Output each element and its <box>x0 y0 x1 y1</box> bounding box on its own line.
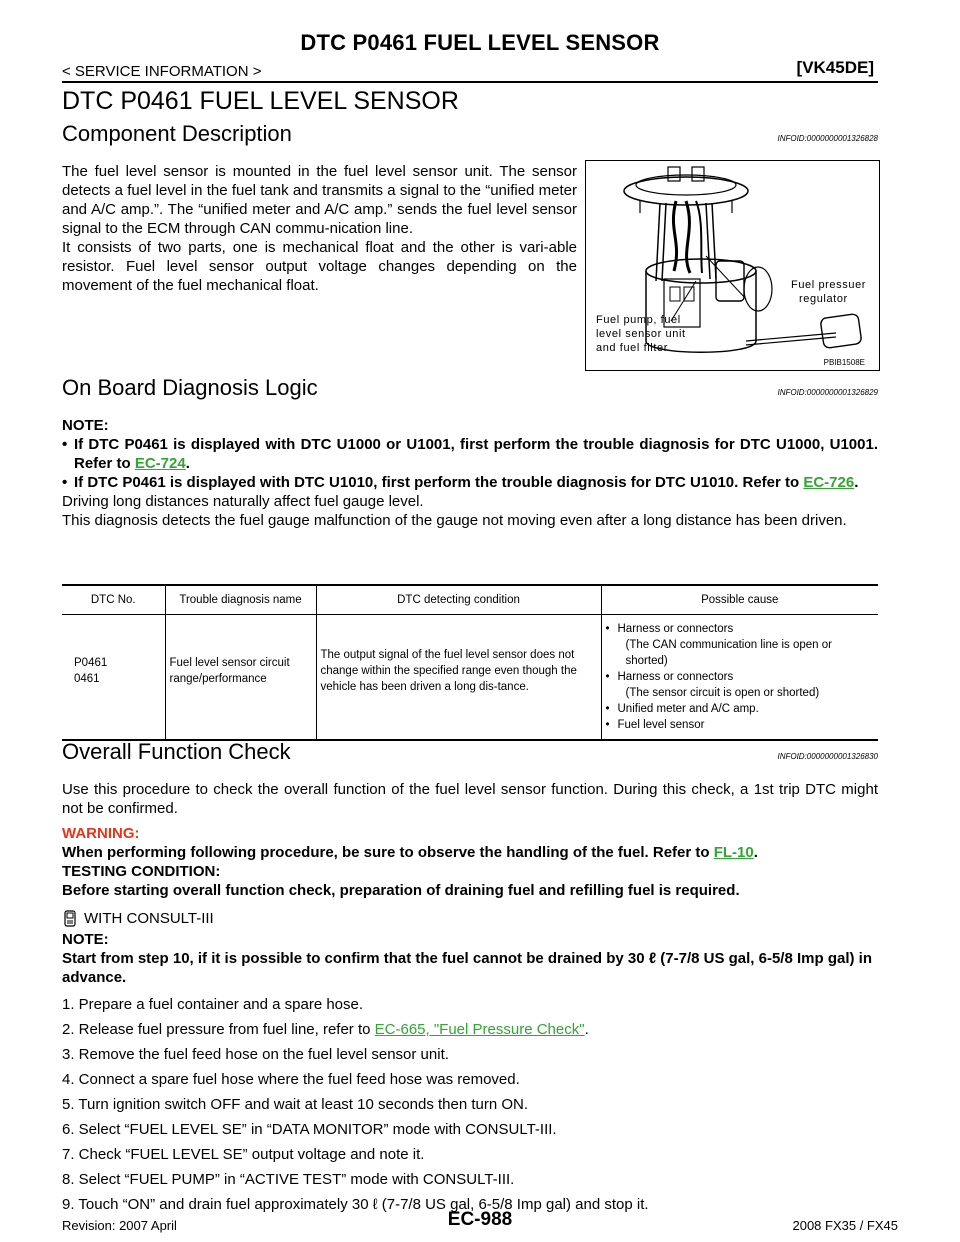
paragraph: The fuel level sensor is mounted in the fuel level sensor unit. The sensor detects a fuel level in the fuel tank and transmits a signal to the “unified meter and A/C amp.”. The “unified meter and A/C amp.” sends the fuel level sensor signal to the ECM through CAN commu-nication line. <box>62 163 577 237</box>
column-header: Trouble diagnosis name <box>165 585 316 615</box>
list-item: • Fuel level sensor <box>605 719 705 731</box>
footer-revision: Revision: 2007 April <box>62 1218 177 1233</box>
paragraph: Driving long distances naturally affect fuel gauge level. <box>62 493 424 510</box>
paragraph: Use this procedure to check the overall function of the fuel level sensor function. During this check, a 1st trip DTC might not be confirmed. <box>62 781 878 817</box>
bullet-icon: • <box>605 719 610 731</box>
footer-page-number: EC-988 <box>447 1209 513 1230</box>
section-component-description <box>62 121 878 147</box>
cell-dtc-no: P0461 0461 <box>62 615 165 741</box>
link-ec-665[interactable]: EC-665, "Fuel Pressure Check" <box>374 1021 585 1038</box>
list-item: 2. Release fuel pressure from fuel line, refer to EC-665, "Fuel Pressure Check". <box>62 1021 589 1038</box>
consult-label: WITH CONSULT-III <box>84 910 214 927</box>
link-ec-726[interactable]: EC-726 <box>803 474 855 491</box>
overall-function-text <box>62 780 878 1220</box>
list-item: • Harness or connectors <box>605 671 734 683</box>
procedure-steps <box>62 995 878 1214</box>
list-item: (The CAN communication line is open or shorted) <box>625 639 832 667</box>
info-id: INFOID:0000000001326828 <box>777 134 878 143</box>
figure-label-pump: Fuel pump, fuel level sensor unit and fuel filter <box>596 314 686 354</box>
component-description-text <box>62 162 577 295</box>
engine-code: [VK45DE] <box>796 58 874 77</box>
diagnosis-logic-text <box>62 416 878 530</box>
column-header: DTC No. <box>62 585 165 615</box>
list-item: 4. Connect a spare fuel hose where the fuel feed hose was removed. <box>62 1071 520 1088</box>
table-header-row <box>62 585 878 615</box>
section-title: Overall Function Check <box>62 739 291 764</box>
link-ec-724[interactable]: EC-724 <box>134 455 186 472</box>
cell-diag-name: Fuel level sensor circuit range/performance <box>165 615 316 741</box>
consult-icon <box>62 910 78 928</box>
testing-condition-text: Before starting overall function check, preparation of draining fuel and refilling fuel is required. <box>62 882 740 899</box>
note-label: NOTE: <box>62 417 109 434</box>
section-title: Component Description <box>62 121 292 146</box>
list-item: 1. Prepare a fuel container and a spare hose. <box>62 996 364 1013</box>
paragraph: This diagnosis detects the fuel gauge malfunction of the gauge not moving even after a long distance has been driven. <box>62 512 847 529</box>
bullet-icon: • <box>62 474 68 491</box>
list-item: 8. Select “FUEL PUMP” in “ACTIVE TEST” mode with CONSULT-III. <box>62 1171 515 1188</box>
warning-label: WARNING: <box>62 825 140 842</box>
list-item: • Unified meter and A/C amp. <box>605 703 759 715</box>
list-item: • Harness or connectors <box>605 623 734 635</box>
bullet-icon: • <box>605 671 610 683</box>
info-id: INFOID:0000000001326829 <box>777 388 878 397</box>
figure-code: PBIB1508E <box>823 358 865 367</box>
dtc-table <box>62 584 878 741</box>
note-text: Start from step 10, if it is possible to confirm that the fuel cannot be drained by 30 ℓ (7-7/8 US gal, 6-5/8 Imp gal) in advance. <box>62 950 872 986</box>
info-id: INFOID:0000000001326830 <box>777 752 878 761</box>
warning-text: When performing following procedure, be sure to observe the handling of the fuel. Refer to FL-10. <box>62 844 758 861</box>
note-label: NOTE: <box>62 931 109 948</box>
list-item: (The sensor circuit is open or shorted) <box>625 687 820 699</box>
header-rule <box>62 81 878 83</box>
link-fl-10[interactable]: FL-10 <box>713 844 754 861</box>
list-item: 7. Check “FUEL LEVEL SE” output voltage and note it. <box>62 1146 425 1163</box>
list-item: 6. Select “FUEL LEVEL SE” in “DATA MONITOR” mode with CONSULT-III. <box>62 1121 557 1138</box>
paragraph: It consists of two parts, one is mechanical float and the other is vari-able resistor. Fuel level sensor output voltage changes depending on the movement of the fuel mechanical float. <box>62 239 577 294</box>
section-overall-function-check <box>62 739 878 765</box>
figure-label-regulator: Fuel pressuer regulator <box>791 279 867 305</box>
breadcrumb[interactable]: < SERVICE INFORMATION > <box>62 63 262 80</box>
fuel-pump-figure <box>585 160 880 371</box>
table-row <box>62 615 878 741</box>
bullet-icon: • <box>605 623 610 635</box>
cell-possible-cause <box>601 615 878 741</box>
section-title: On Board Diagnosis Logic <box>62 375 318 400</box>
page-title: DTC P0461 FUEL LEVEL SENSOR <box>62 87 459 115</box>
page-header-title: DTC P0461 FUEL LEVEL SENSOR <box>300 30 660 55</box>
section-on-board-diagnosis <box>62 375 878 401</box>
list-item: 3. Remove the fuel feed hose on the fuel level sensor unit. <box>62 1046 449 1063</box>
bullet-icon: • <box>605 703 610 715</box>
bullet-icon: • <box>62 436 68 453</box>
list-item: 5. Turn ignition switch OFF and wait at least 10 seconds then turn ON. <box>62 1096 529 1113</box>
footer-model: 2008 FX35 / FX45 <box>792 1218 898 1233</box>
column-header: DTC detecting condition <box>316 585 601 615</box>
testing-condition-label: TESTING CONDITION: <box>62 863 221 880</box>
list-item: 9. Touch “ON” and drain fuel approximately 30 ℓ (7-7/8 US gal, 6-5/8 Imp gal) and stop it. <box>62 1196 649 1213</box>
column-header: Possible cause <box>601 585 878 615</box>
note-item: • If DTC P0461 is displayed with DTC U1010, first perform the trouble diagnosis for DTC U1010. Refer to EC-726. <box>62 474 859 491</box>
note-item: • If DTC P0461 is displayed with DTC U1000 or U1001, first perform the trouble diagnosis for DTC U1000, U1001. Refer to EC-724. <box>62 436 878 472</box>
consult-row <box>62 909 878 928</box>
cell-condition: The output signal of the fuel level sensor does not change within the specified range even though the vehicle has been driven a long dis-tance. <box>316 615 601 741</box>
